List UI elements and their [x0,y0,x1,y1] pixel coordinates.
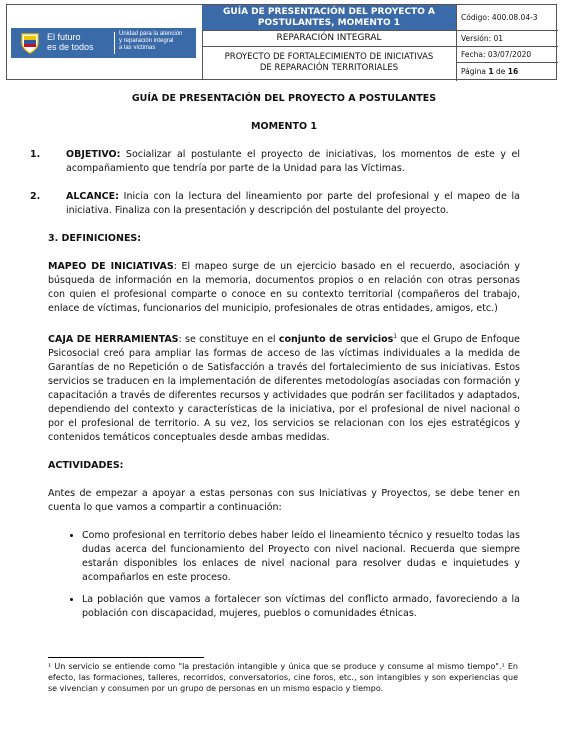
coat-of-arms-icon [19,31,41,55]
document-header [6,4,557,80]
section-scope: 2. ALCANCE: Inicia con la lectura del lineamiento por parte del profesional y el mapeo de la iniciativa. Finaliza con la presentación y descripción del postulante del proyecto. [30,191,520,216]
activities-heading: ACTIVIDADES: [48,460,124,472]
activities-list [48,529,520,621]
doc-title: GUÍA DE PRESENTACIÓN DEL PROYECTO A POSTULANTES [131,93,437,104]
doc-version: Versión: 01 [457,31,558,47]
section-definitions-heading: 3. DEFINICIONES: [48,233,142,244]
activities-intro: Antes de empezar a apoyar a estas personas con sus Iniciativas y Proyectos, se debe tener en cuenta lo que vamos a compartir a continuación: [48,488,520,514]
list-item: • La población que vamos a fortalecer son víctimas del conflicto armado, favoreciendo a la población con discapacidad, mujeres, pueblos o comunidades étnicas. [82,593,520,621]
footnote-divider [48,657,204,658]
definition-caja: CAJA DE HERRAMIENTAS: se constituye en el conjunto de servicios$^1$ que el Grupo de Enfoque Psicosocial creó para ampliar las formas de acceso de las víctimas individuales a la medida de Garantías de no Repetición o de Satisfacción a través del fortalecimiento de sus iniciativas. Estos servicios se traducen en la implementación de diferentes metodologías asociadas con formación y capacitación a través de diferentes recursos y actividades que podrán ser facilitados y adaptados, dependiendo del contexto y características de la iniciativa, por el profesional de nivel nacional o por el profesional de territorio. A su vez, los servicios se relacionan con los ejes estratégicos y contenidos temáticos conceptuales desde ambas medidas. [48,333,520,444]
logo-agency-name: Unidad para la atención y reparación integral a las víctimas [119,31,183,51]
doc-date: Fecha: 03/07/2020 [457,47,558,63]
footnote-ref: 1 [393,333,398,340]
doc-code: Código: 400.08.04-3 [457,5,558,31]
list-item: • Como profesional en territorio debes haber leído el lineamiento técnico y resuelto todas las dudas acerca del funcionamiento del Proyecto con nivel nacional. Recuerda que siempre estarán disponibles los enlaces de nivel nacional para resolver dudas e inquietudes y acompañarlos en este proceso. [82,529,520,585]
definition-mapeo: MAPEO DE INICIATIVAS: El mapeo surge de un ejercicio basado en el recuerdo, asociación y búsqueda de información en la memoria, documentos propios o en relación con otras personas con quien el profesional comparte o conoce en su contexto territorial (compañeros del trabajo, enlace de víctimas, funcionarios del municipio, profesionales de otras entidades, amigos, etc.) [48,261,520,314]
document-body [30,92,520,629]
logo-divider [114,32,115,54]
logo-slogan: El futuro es de todos [47,32,94,52]
agency-logo [11,28,196,58]
logo-cell [7,5,203,79]
header-title: GUÍA DE PRESENTACIÓN DEL PROYECTO A POSTULANTES, MOMENTO 1 [202,5,457,31]
section-objective: 1. OBJETIVO: Socializar al postulante el proyecto de iniciativas, los momentos de este y el acompañamiento que tendría por parte de la Unidad para las Víctimas. [30,149,520,174]
doc-page: Página 1 de 16 [461,67,519,76]
doc-moment: MOMENTO 1 [251,121,317,132]
footnote: ¹ Un servicio se entiende como "la prestación intangible y única que se produce y consume al mismo tiempo".¹ En efecto, las formaciones, talleres, recorridos, conversatorios, cine foros, etc., son intangibles y son experiencias que se vivencian y consumen por un grupo de personas en un mismo espacio y tiempo. [48,662,518,693]
header-project: PROYECTO DE FORTALECIMIENTO DE INICIATIVAS DE REPARACIÓN TERRITORIALES [202,47,457,81]
header-subtitle: REPARACIÓN INTEGRAL [202,31,457,47]
